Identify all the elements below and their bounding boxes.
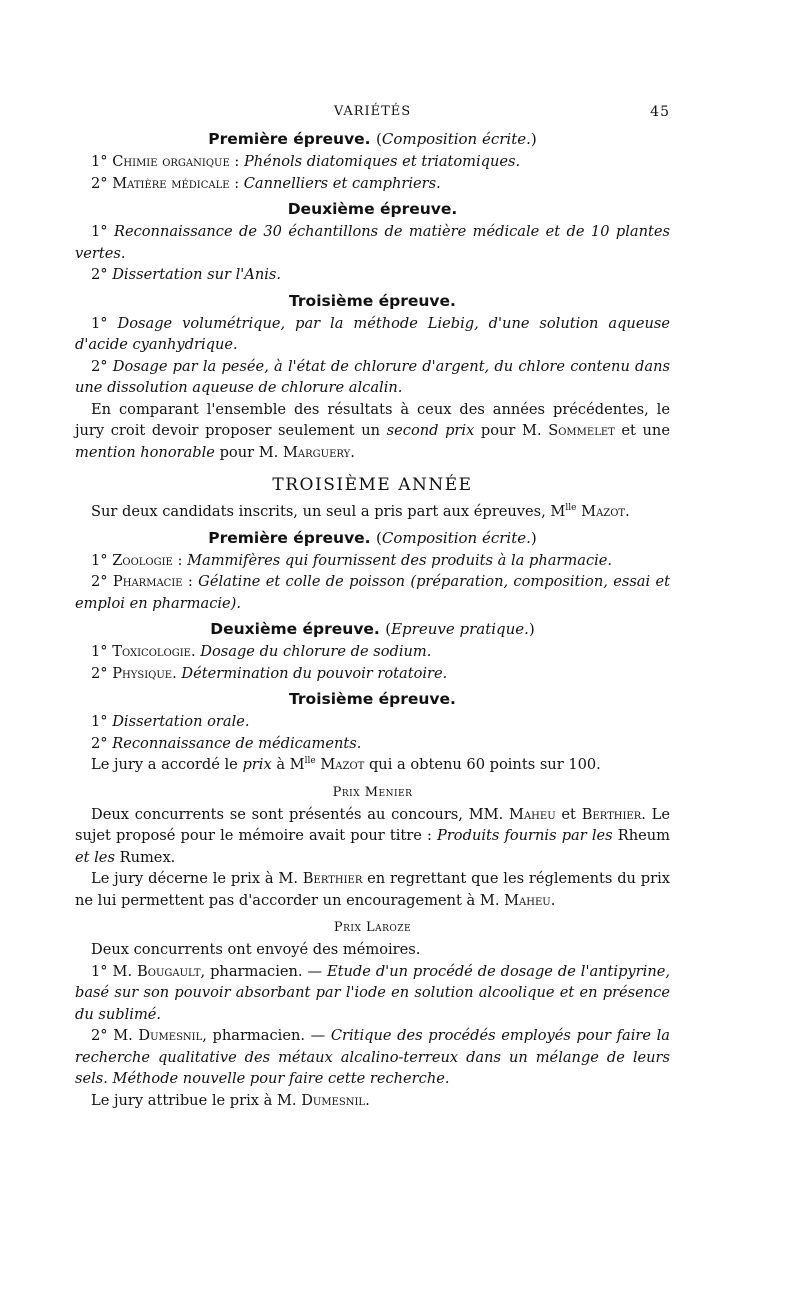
page — [75, 100, 670, 1111]
conclusion-paragraph: Le jury a accordé le prix à $M^{lle}$ Mazot qui a obtenu 60 points sur 100. — [91, 756, 601, 773]
conclusion-paragraph: En comparant l'ensemble des résultats à ceux des années précédentes, le jury croit devoir proposer seulement un second prix pour M. Sommelet et une mention honorable pour M. Marguery. — [75, 400, 670, 461]
paragraph: Le jury décerne le prix à M. Berthier en regrettant que les réglements du prix ne lui permettent pas d'accorder un encouragement à M. Maheu. — [75, 870, 670, 909]
conclusion-paragraph: Le jury attribue le prix à M. Dumesnil. — [91, 1091, 370, 1109]
list-item: 2° Dissertation sur l'Anis. — [91, 266, 282, 283]
running-title: VARIÉTÉS — [333, 104, 412, 119]
epreuve-title: Deuxième épreuve. — [287, 200, 458, 218]
list-item: 2° Reconnaissance de médicaments. — [91, 734, 362, 752]
epreuve-note: (Composition écrite.) — [375, 528, 537, 547]
paragraph: Deux concurrents ont envoyé des mémoires. — [91, 941, 421, 958]
list-item: 2° Dosage par la pesée, à l'état de chlorure d'argent, du chlore contenu dans une dissolution aqueuse de chlorure alcalin. — [75, 357, 670, 396]
list-item: 1° Chimie organique : Phénols diatomiques et triatomiques. — [91, 153, 521, 170]
list-item: 2° Matière médicale : Cannelliers et camphriers. — [91, 174, 441, 192]
epreuve-heading — [75, 200, 670, 218]
epreuve-title: Deuxième épreuve. — [210, 620, 380, 638]
epreuve-title: Troisième épreuve. — [289, 291, 456, 310]
running-header — [75, 100, 670, 124]
list-item: 1° Zoologie : Mammifères qui fournissent des produits à la pharmacie. — [91, 551, 613, 569]
prize-title: Prix Laroze — [333, 920, 412, 935]
list-item: 1° Toxicologie. Dosage du chlorure de sodium. — [91, 643, 432, 660]
epreuve-title: Première épreuve. — [208, 130, 371, 148]
list-item: 1° Dosage volumétrique, par la méthode Liebig, d'une solution aqueuse d'acide cyanhydrique. — [75, 314, 670, 353]
epreuve-heading — [75, 620, 670, 638]
epreuve-note: (Epreuve pratique.) — [385, 620, 535, 638]
epreuve-title: Troisième épreuve. — [289, 690, 456, 708]
list-item: 1° Reconnaissance de 30 échantillons de matière médicale et de 10 plantes vertes. — [75, 223, 670, 262]
epreuve-heading — [75, 292, 670, 310]
section-title: TROISIÈME ANNÉE — [272, 475, 473, 495]
list-item: 2° Pharmacie : Gélatine et colle de poisson (préparation, composition, essai et emploi en pharmacie). — [75, 573, 671, 612]
intro-paragraph: Sur deux candidats inscrits, un seul a pris part aux épreuves, $M^{lle}$ Mazot. — [91, 503, 630, 520]
epreuve-heading — [75, 690, 670, 708]
list-item: 2° Physique. Détermination du pouvoir rotatoire. — [91, 664, 448, 682]
list-item: 2° M. Dumesnil, pharmacien. — Critique des procédés employés pour faire la recherche qualitative des métaux alcalino-terreux dans un mélange de leurs sels. Méthode nouvelle pour faire cette recherche. — [75, 1027, 670, 1087]
prize-title: Prix Menier — [332, 784, 413, 800]
list-item: 1° Dissertation orale. — [91, 713, 250, 730]
epreuve-heading — [75, 529, 670, 547]
epreuve-title: Première épreuve. — [208, 528, 371, 547]
epreuve-note: (Composition écrite.) — [375, 130, 537, 148]
epreuve-heading — [75, 130, 670, 148]
page-number: 45 — [650, 104, 670, 120]
list-item: 1° M. Bougault, pharmacien. — Etude d'un procédé de dosage de l'antipyrine, basé sur son pouvoir absorbant par l'iode en solution alcoolique et en présence du sublimé. — [75, 962, 670, 1023]
paragraph: Deux concurrents se sont présentés au concours, MM. Maheu et Berthier. Le sujet proposé pour le mémoire avait pour titre : Produits fournis par les Rheum et les Rumex. — [75, 805, 671, 866]
